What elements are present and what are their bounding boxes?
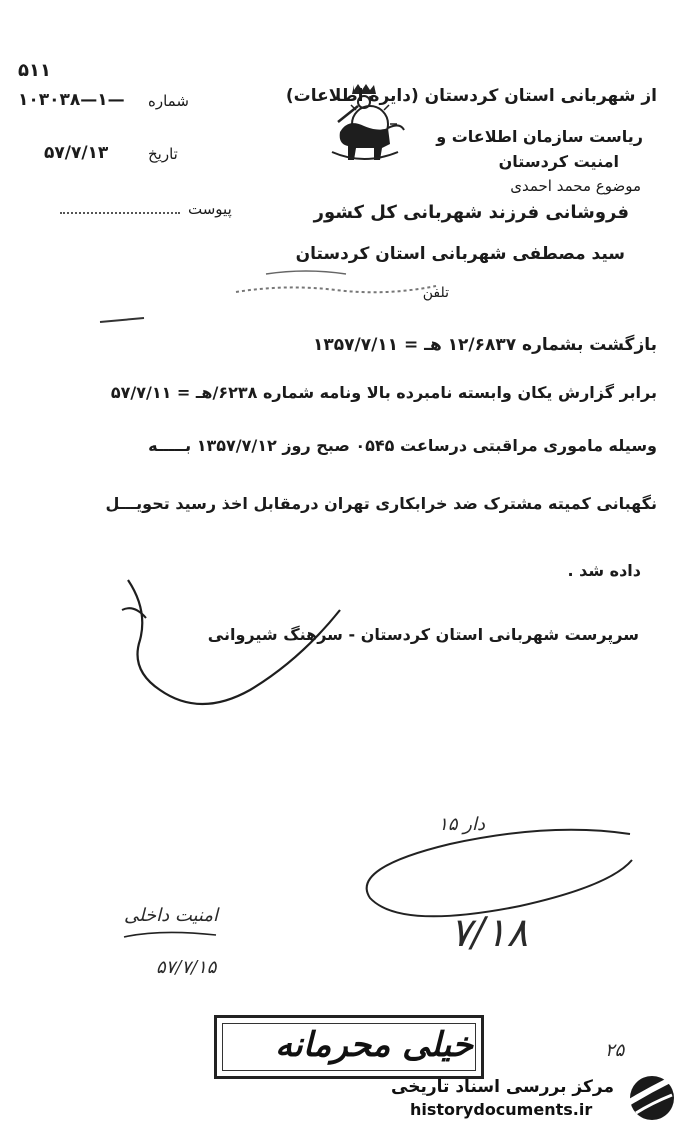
handwritten-signature-icon <box>100 570 360 720</box>
watermark-url: historydocuments.ir <box>410 1100 593 1119</box>
archive-logo-icon <box>622 1073 678 1123</box>
page-number: ۵۱۱ <box>18 60 51 81</box>
body-line-4: نگهبانی کمیته مشترک ضد خرابکاری تهران درمقابل اخذ رسید تحویـــل <box>105 494 657 513</box>
annotation-dar: دار ۱۵ <box>438 814 485 835</box>
annotation-date: ۷/۱۸ <box>450 910 528 956</box>
to-line-1: ریاست سازمان اطلاعات و <box>436 127 643 146</box>
watermark-text-fa: مرکز بررسی اسناد تاریخی <box>391 1077 614 1097</box>
confidential-stamp-text: خیلی محرمانه <box>275 1025 473 1065</box>
dash-mark-icon <box>98 312 148 332</box>
date-value: ۵۷/۷/۱۳ <box>44 143 109 163</box>
attachment-label: پیوست <box>188 200 232 218</box>
annotation-amniat: امنیت داخلی <box>124 905 219 926</box>
phone-label: تلفن <box>422 285 449 301</box>
number-value: ۱۰۳۰۳۸—۱— <box>18 90 125 110</box>
body-line-3: وسیله ماموری مراقبتی درساعت ۰۵۴۵ صبح روز ۱۳۵۷/۷/۱۲ بـــــه <box>148 436 657 455</box>
subject-line-2: فروشانی فرزند شهربانی کل کشور <box>313 202 629 223</box>
to-line-2: امنیت کردستان <box>498 152 619 171</box>
body-line-2: برابر گزارش یکان وابسته نامبرده بالا ونامه شماره ۶۲۳۸/هـ = ۵۷/۷/۱۱ <box>110 383 657 402</box>
date-label: تاریخ <box>148 145 178 163</box>
subject-line-3: سید مصطفی شهربانی استان کردستان <box>295 244 625 264</box>
from-line: از شهربانی استان کردستان (دایره اطلاعات) <box>285 86 657 106</box>
annotation-underline-icon <box>120 925 220 945</box>
attachment-dots <box>60 212 180 214</box>
subject-line: موضوع محمد احمدی <box>510 177 641 195</box>
annotation-date-small: ۵۷/۷/۱۵ <box>156 957 217 978</box>
redaction-scribble-icon <box>226 262 446 306</box>
body-line-5: داده شد . <box>567 561 641 580</box>
signature-line: سرپرست شهربانی استان کردستان - سرهنگ شیروانی <box>207 625 639 644</box>
watermark <box>391 1073 680 1125</box>
annotation-25: ۲۵ <box>605 1040 625 1061</box>
number-label: شماره <box>148 92 189 110</box>
body-line-1: بازگشت بشماره ۱۲/۶۸۳۷ هـ = ۱۳۵۷/۷/۱۱ <box>313 335 657 355</box>
